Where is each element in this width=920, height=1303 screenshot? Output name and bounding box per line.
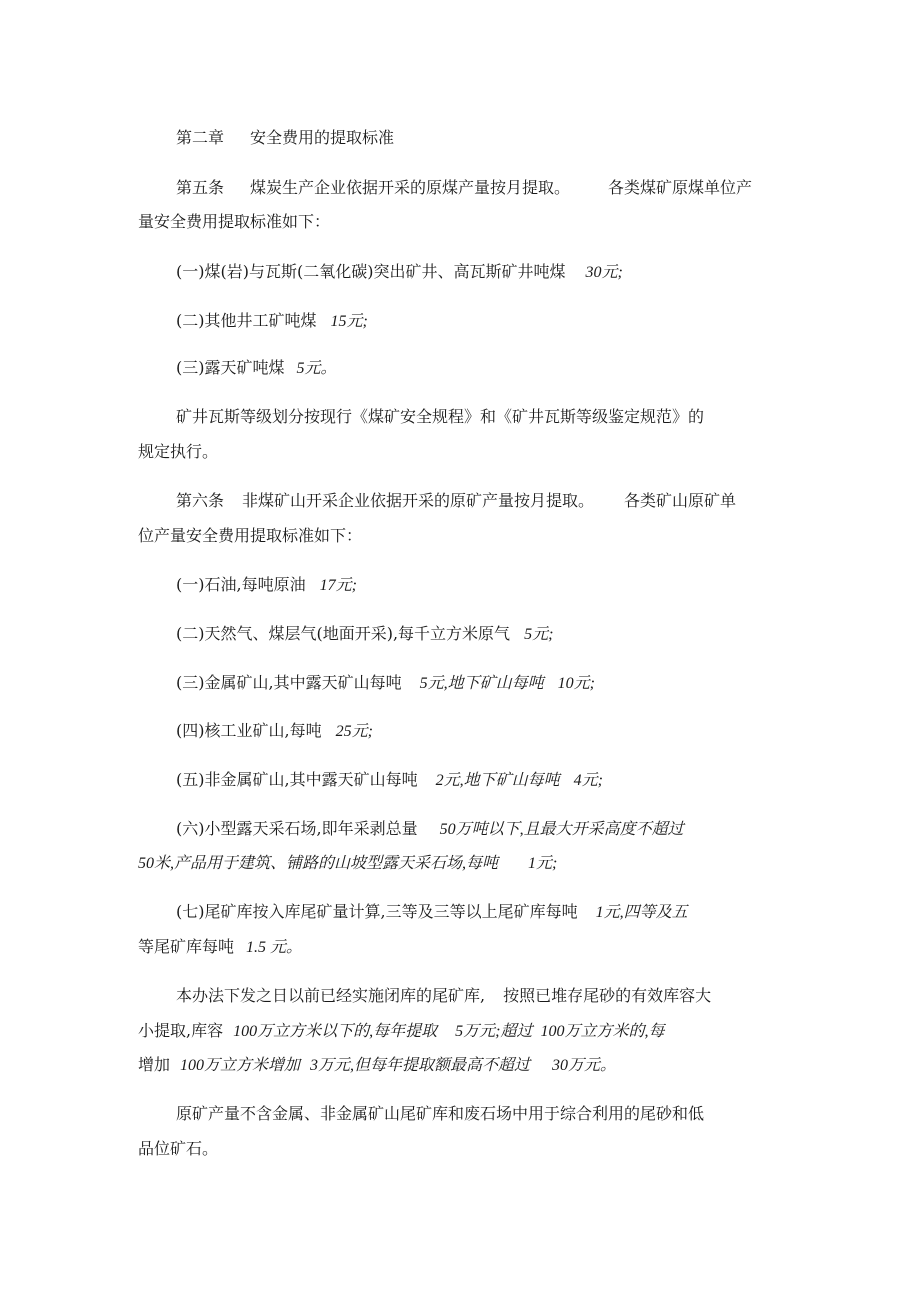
article-5-line-2: 量安全费用提取标准如下： <box>138 212 331 231</box>
chapter-title: 安全费用的提取标准 <box>250 128 395 147</box>
mine-item-2: (二)天然气、煤层气(地面开采),每千立方米原气 5元; <box>176 624 554 643</box>
article-6-label: 第六条 <box>176 491 225 510</box>
closed-tailings-line-2: 小提取,库容 100万立方米以下的,每年提取 5万元;超过 100万立方米的,每 <box>138 1021 665 1040</box>
mine-item-5: (五)非金属矿山,其中露天矿山每吨 2元,地下矿山每吨 4元; <box>176 770 603 789</box>
coal-item-1: (一)煤(岩)与瓦斯(二氧化碳)突出矿井、高瓦斯矿井吨煤 30元; <box>176 262 623 281</box>
mine-item-6-line-2: 50米,产品用于建筑、铺路的山坡型露天采石场,每吨 1元; <box>138 855 558 872</box>
closed-tailings-line-1: 本办法下发之日以前已经实施闭库的尾矿库, 按照已堆存尾砂的有效库容大 <box>176 986 712 1005</box>
mine-item-7-line-1: (七)尾矿库按入库尾矿量计算,三等及三等以上尾矿库每吨 1元,四等及五 <box>176 902 688 921</box>
chapter-label: 第二章 <box>176 128 225 147</box>
mine-item-3: (三)金属矿山,其中露天矿山每吨 5元,地下矿山每吨 10元; <box>176 673 595 692</box>
mine-item-7-line-2: 等尾矿库每吨 1.5 元。 <box>138 937 303 956</box>
chapter-heading <box>176 128 826 148</box>
exclusion-line-1: 原矿产量不含金属、非金属矿山尾矿库和废石场中用于综合利用的尾砂和低 <box>176 1104 705 1123</box>
coal-item-3: (三)露天矿吨煤 5元。 <box>176 358 337 377</box>
article-5-label: 第五条 <box>176 178 225 197</box>
coal-item-2: (二)其他井工矿吨煤 15元; <box>176 311 368 330</box>
article-6-line-1: 第六条 非煤矿山开采企业依据开采的原矿产量按月提取。 各类矿山原矿单 <box>176 491 737 510</box>
article-6-line-2: 位产量安全费用提取标准如下： <box>138 526 363 545</box>
mine-item-4: (四)核工业矿山,每吨 25元; <box>176 721 373 740</box>
exclusion-line-2: 品位矿石。 <box>138 1139 219 1158</box>
gas-note-line-2: 规定执行。 <box>138 442 219 461</box>
mine-item-1: (一)石油,每吨原油 17元; <box>176 575 357 594</box>
mine-item-6-line-1: (六)小型露天采石场,即年采剥总量 50万吨以下,且最大开采高度不超过 <box>176 819 684 838</box>
gas-note-line-1: 矿井瓦斯等级划分按现行《煤矿安全规程》和《矿井瓦斯等级鉴定规范》的 <box>176 407 705 426</box>
article-5-line-1: 第五条 煤炭生产企业依据开采的原煤产量按月提取。 各类煤矿原煤单位产 <box>176 178 753 197</box>
closed-tailings-line-3: 增加 100万立方米增加 3万元,但每年提取额最高不超过 30万元。 <box>138 1055 617 1074</box>
